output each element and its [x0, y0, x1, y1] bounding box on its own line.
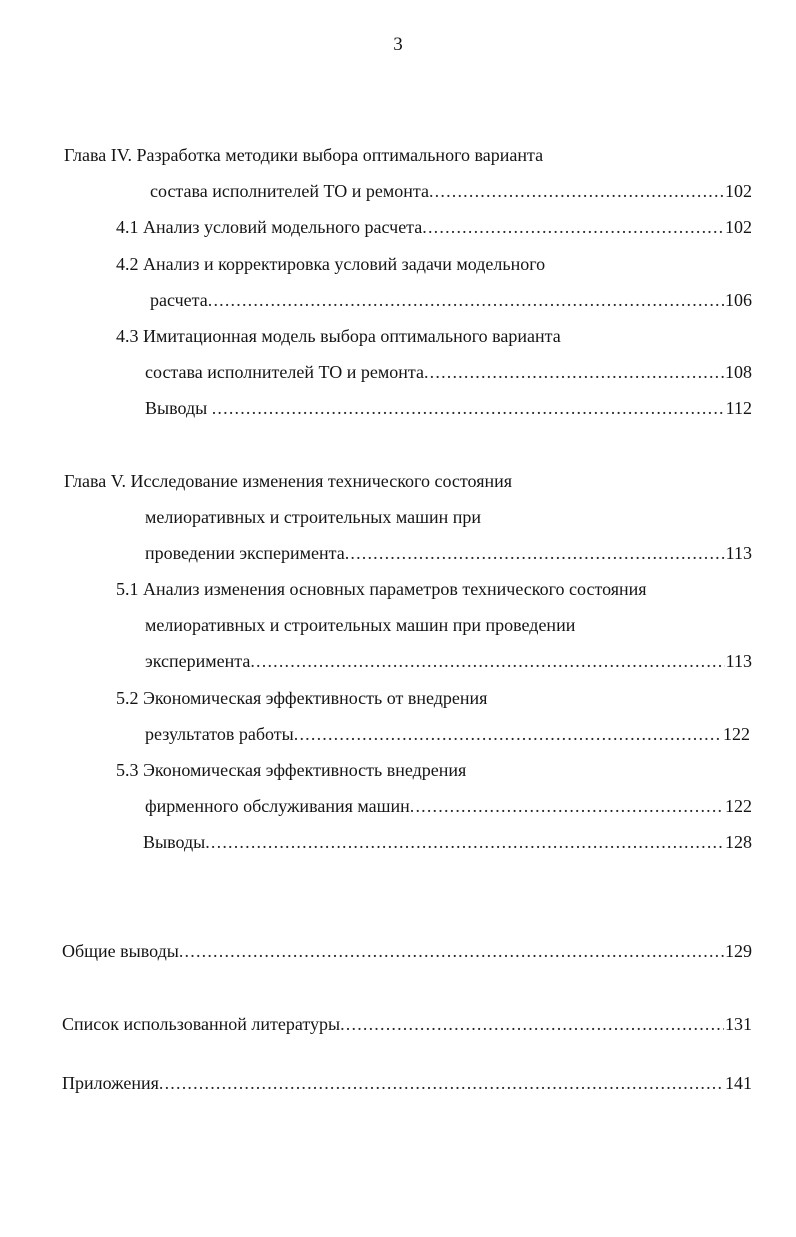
- chapter-5-entry[interactable]: [145, 541, 752, 565]
- section-4-1-page: 102: [725, 217, 752, 237]
- section-5-1-title-cont-2: эксперимента: [145, 651, 251, 671]
- general-conclusions-page: 129: [725, 941, 752, 961]
- chapter-4-title-cont: состава исполнителей ТО и ремонта: [150, 181, 429, 201]
- references-entry[interactable]: [62, 1012, 752, 1036]
- section-4-2-page: 106: [725, 290, 752, 310]
- chapter-4-title: Глава IV. Разработка методики выбора оптимального варианта: [64, 145, 544, 165]
- leader-dots: [179, 939, 724, 963]
- chapter-5-conclusions-title: Выводы: [143, 832, 206, 852]
- appendices-title: Приложения: [62, 1073, 159, 1093]
- chapter-4-page: 102: [725, 181, 752, 201]
- section-4-2-entry[interactable]: [150, 288, 752, 312]
- section-5-3-title: 5.3 Экономическая эффективность внедрения: [116, 760, 467, 780]
- leader-dots: [422, 215, 724, 239]
- appendices-entry[interactable]: [62, 1071, 752, 1095]
- section-5-3-entry[interactable]: [145, 794, 752, 818]
- section-4-3-entry[interactable]: [145, 360, 752, 384]
- section-4-3-title: 4.3 Имитационная модель выбора оптимального варианта: [116, 326, 561, 346]
- leader-dots: [294, 722, 722, 746]
- appendices-page: 141: [725, 1073, 752, 1093]
- section-5-2-title: 5.2 Экономическая эффективность от внедрения: [116, 688, 488, 708]
- section-5-2-page: 122: [723, 724, 750, 744]
- general-conclusions-entry[interactable]: [62, 939, 752, 963]
- references-title: Список использованной литературы: [62, 1014, 341, 1034]
- section-5-1-page: 113: [725, 651, 752, 671]
- chapter-5-conclusions-entry[interactable]: [143, 830, 752, 854]
- leader-dots: [345, 541, 725, 565]
- leader-dots: [159, 1071, 724, 1095]
- page-number: 3: [393, 34, 403, 55]
- section-4-3-page: 108: [725, 362, 752, 382]
- chapter-5-page: 113: [725, 543, 752, 563]
- section-4-2-title-cont: расчета: [150, 290, 208, 310]
- section-5-1-title: 5.1 Анализ изменения основных параметров технического состояния: [116, 579, 647, 599]
- section-4-1-entry[interactable]: [116, 215, 752, 239]
- chapter-5-title: Глава V. Исследование изменения технического состояния: [64, 471, 513, 491]
- section-4-3-title-cont: состава исполнителей ТО и ремонта: [145, 362, 424, 382]
- section-4-2-title: 4.2 Анализ и корректировка условий задачи модельного: [116, 254, 546, 274]
- leader-dots: [205, 830, 724, 854]
- chapter-4-conclusions-title: Выводы: [145, 398, 212, 418]
- leader-dots: [429, 179, 724, 203]
- general-conclusions-title: Общие выводы: [62, 941, 179, 961]
- chapter-4-entry[interactable]: [150, 179, 752, 203]
- leader-dots: [424, 360, 724, 384]
- section-5-2-entry[interactable]: [145, 722, 750, 746]
- leader-dots: [410, 794, 724, 818]
- references-page: 131: [725, 1014, 752, 1034]
- leader-dots: [208, 288, 724, 312]
- section-5-2-title-cont: результатов работы: [145, 724, 294, 744]
- chapter-5-conclusions-page: 128: [725, 832, 752, 852]
- section-4-1-title: 4.1 Анализ условий модельного расчета: [116, 217, 423, 237]
- leader-dots: [250, 649, 724, 673]
- leader-dots: [340, 1012, 724, 1036]
- chapter-4-conclusions-page: 112: [725, 398, 752, 418]
- chapter-4-conclusions-entry[interactable]: [145, 396, 752, 420]
- chapter-5-title-cont-1: мелиоративных и строительных машин при: [145, 507, 482, 527]
- section-5-1-entry[interactable]: [145, 649, 752, 673]
- section-5-3-title-cont: фирменного обслуживания машин: [145, 796, 410, 816]
- section-5-1-title-cont-1: мелиоративных и строительных машин при проведении: [145, 615, 576, 635]
- chapter-5-title-cont-2: проведении эксперимента: [145, 543, 345, 563]
- section-5-3-page: 122: [725, 796, 752, 816]
- leader-dots: [212, 396, 725, 420]
